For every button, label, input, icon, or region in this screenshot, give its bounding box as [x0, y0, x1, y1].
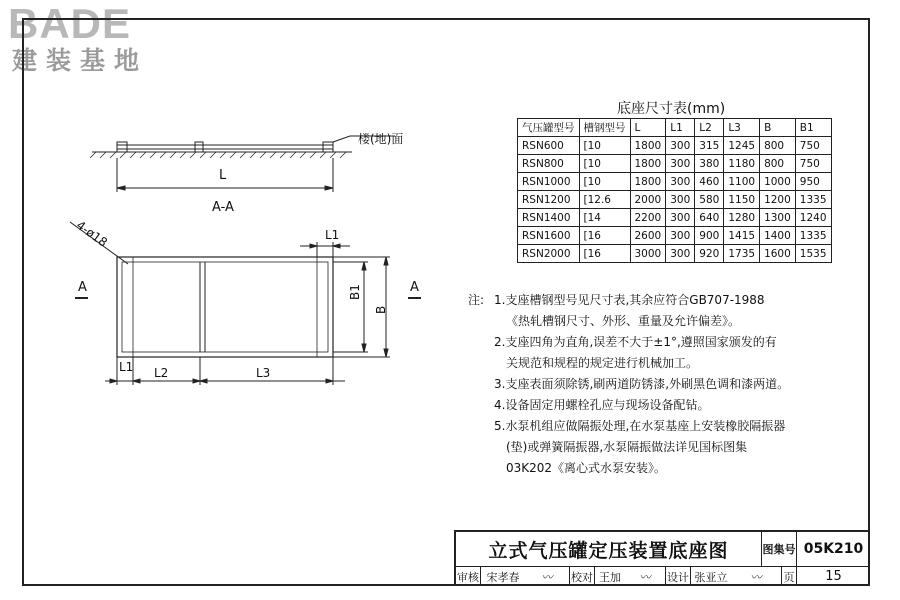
section-mark-right: A — [410, 280, 419, 295]
table-cell: 640 — [695, 209, 724, 227]
table-header-row — [518, 119, 832, 137]
reviewer-signature: 〰 — [541, 570, 553, 584]
table-header: L2 — [695, 119, 724, 137]
section-mark-left: A — [78, 280, 87, 295]
table-cell: [10 — [579, 155, 630, 173]
note-line: 2.支座四角为直角,误差不大于±1°,遵照国家颁发的有 — [494, 335, 777, 349]
table-row — [518, 227, 832, 245]
table-cell: 1335 — [795, 227, 831, 245]
table-cell: RSN600 — [518, 137, 580, 155]
table-cell: 1400 — [760, 227, 796, 245]
checker-name: 王加 — [599, 570, 621, 584]
dimension-table — [517, 118, 832, 263]
table-header: 槽钢型号 — [579, 119, 630, 137]
atlas-label: 图集号 — [762, 543, 796, 556]
dim-label-L1-top: L1 — [325, 228, 340, 242]
dim-label-L2: L2 — [154, 366, 169, 380]
logo-tagline: 建装基地 — [12, 46, 149, 75]
drawing-title: 立式气压罐定压装置底座图 — [456, 532, 762, 566]
table-row — [518, 137, 832, 155]
table-cell: 2200 — [630, 209, 666, 227]
table-cell: 315 — [695, 137, 724, 155]
table-cell: 1800 — [630, 137, 666, 155]
review-label: 审核 — [457, 570, 479, 584]
table-header: L — [630, 119, 666, 137]
page-label: 页 — [783, 570, 795, 584]
table-cell: 300 — [666, 227, 695, 245]
table-cell: [10 — [579, 173, 630, 191]
floor-hatch — [90, 152, 346, 158]
design-label: 设计 — [667, 570, 689, 584]
table-cell: 800 — [760, 137, 796, 155]
table-cell: 2600 — [630, 227, 666, 245]
table-cell: 1415 — [724, 227, 760, 245]
table-cell: 1800 — [630, 155, 666, 173]
table-row — [518, 155, 832, 173]
floor-label: 楼(地)面 — [358, 132, 404, 146]
table-header: L3 — [724, 119, 760, 137]
section-base-beam — [117, 145, 333, 149]
reviewer-name: 宋孝春 — [486, 570, 520, 584]
table-cell: RSN1400 — [518, 209, 580, 227]
table-cell: [16 — [579, 227, 630, 245]
dim-label-B1: B1 — [348, 284, 362, 300]
table-cell: 1240 — [795, 209, 831, 227]
title-block — [454, 530, 870, 586]
table-cell: 1600 — [760, 245, 796, 263]
note-line: 5.水泵机组应做隔振处理,在水泵基座上安装橡胶隔振器 — [494, 419, 786, 433]
note-line: (垫)或弹簧隔振器,水泵隔振做法详见国标图集 — [506, 440, 748, 454]
table-cell: 580 — [695, 191, 724, 209]
table-cell: 1245 — [724, 137, 760, 155]
table-cell: 460 — [695, 173, 724, 191]
table-header: L1 — [666, 119, 695, 137]
section-support-mid — [195, 142, 203, 152]
table-cell: 1800 — [630, 173, 666, 191]
table-cell: 300 — [666, 191, 695, 209]
note-line: 03K202《离心式水泵安装》。 — [506, 461, 667, 475]
section-support-right — [323, 142, 333, 152]
table-cell: 750 — [795, 155, 831, 173]
table-cell: 1535 — [795, 245, 831, 263]
dim-label-L1-bottom: L1 — [119, 360, 134, 374]
table-cell: 300 — [666, 209, 695, 227]
page-number: 15 — [825, 569, 842, 584]
table-cell: RSN1000 — [518, 173, 580, 191]
dim-label-L: L — [219, 168, 227, 183]
table-header: B — [760, 119, 796, 137]
dim-label-B: B — [374, 305, 388, 314]
table-cell: 800 — [760, 155, 796, 173]
table-cell: RSN1200 — [518, 191, 580, 209]
table-cell: 750 — [795, 137, 831, 155]
notes-label: 注: — [468, 293, 485, 307]
note-line: 《热轧槽钢尺寸、外形、重量及允许偏差》。 — [506, 314, 741, 328]
table-cell: RSN1600 — [518, 227, 580, 245]
table-cell: 2000 — [630, 191, 666, 209]
table-cell: [14 — [579, 209, 630, 227]
table-cell: 1280 — [724, 209, 760, 227]
table-row — [518, 209, 832, 227]
plan-frame — [117, 257, 333, 357]
checker-signature: 〰 — [639, 570, 651, 584]
table-cell: 1300 — [760, 209, 796, 227]
table-row — [518, 173, 832, 191]
table-row — [518, 245, 832, 263]
table-cell: RSN2000 — [518, 245, 580, 263]
table-title: 底座尺寸表(mm) — [617, 101, 726, 117]
table-cell: [12.6 — [579, 191, 630, 209]
note-line: 关规范和规程的规定进行机械加工。 — [506, 356, 699, 370]
hole-label: 4-ø18 — [73, 218, 110, 250]
table-cell: 900 — [695, 227, 724, 245]
note-line: 1.支座槽钢型号见尺寸表,其余应符合GB707-1988 — [494, 293, 765, 307]
table-cell: 300 — [666, 245, 695, 263]
dim-label-L3: L3 — [256, 366, 271, 380]
table-cell: 920 — [695, 245, 724, 263]
table-cell: 1180 — [724, 155, 760, 173]
table-cell: 1000 — [760, 173, 796, 191]
check-label: 校对 — [571, 570, 593, 584]
section-title: A-A — [212, 200, 234, 215]
table-cell: 300 — [666, 173, 695, 191]
logo-brand: BADE — [8, 0, 132, 47]
notes-list — [494, 290, 789, 479]
table-cell: 1100 — [724, 173, 760, 191]
table-cell: 1735 — [724, 245, 760, 263]
table-cell: 1150 — [724, 191, 760, 209]
table-row — [518, 191, 832, 209]
table-cell: 300 — [666, 155, 695, 173]
table-cell: RSN800 — [518, 155, 580, 173]
note-line: 3.支座表面须除锈,刷两道防锈漆,外刷黑色调和漆两道。 — [494, 377, 790, 391]
table-cell: [10 — [579, 137, 630, 155]
table-header: B1 — [795, 119, 831, 137]
table-cell: 380 — [695, 155, 724, 173]
note-line: 4.设备固定用螺栓孔应与现场设备配钻。 — [494, 398, 710, 412]
table-header: 气压罐型号 — [518, 119, 580, 137]
table-cell: 3000 — [630, 245, 666, 263]
table-cell: 950 — [795, 173, 831, 191]
section-support-left — [117, 142, 127, 152]
table-cell: [16 — [579, 245, 630, 263]
table-cell: 300 — [666, 137, 695, 155]
atlas-number: 05K210 — [803, 541, 864, 557]
designer-signature: 〰 — [750, 570, 762, 584]
designer-name: 张亚立 — [694, 570, 728, 584]
table-cell: 1200 — [760, 191, 796, 209]
table-cell: 1335 — [795, 191, 831, 209]
